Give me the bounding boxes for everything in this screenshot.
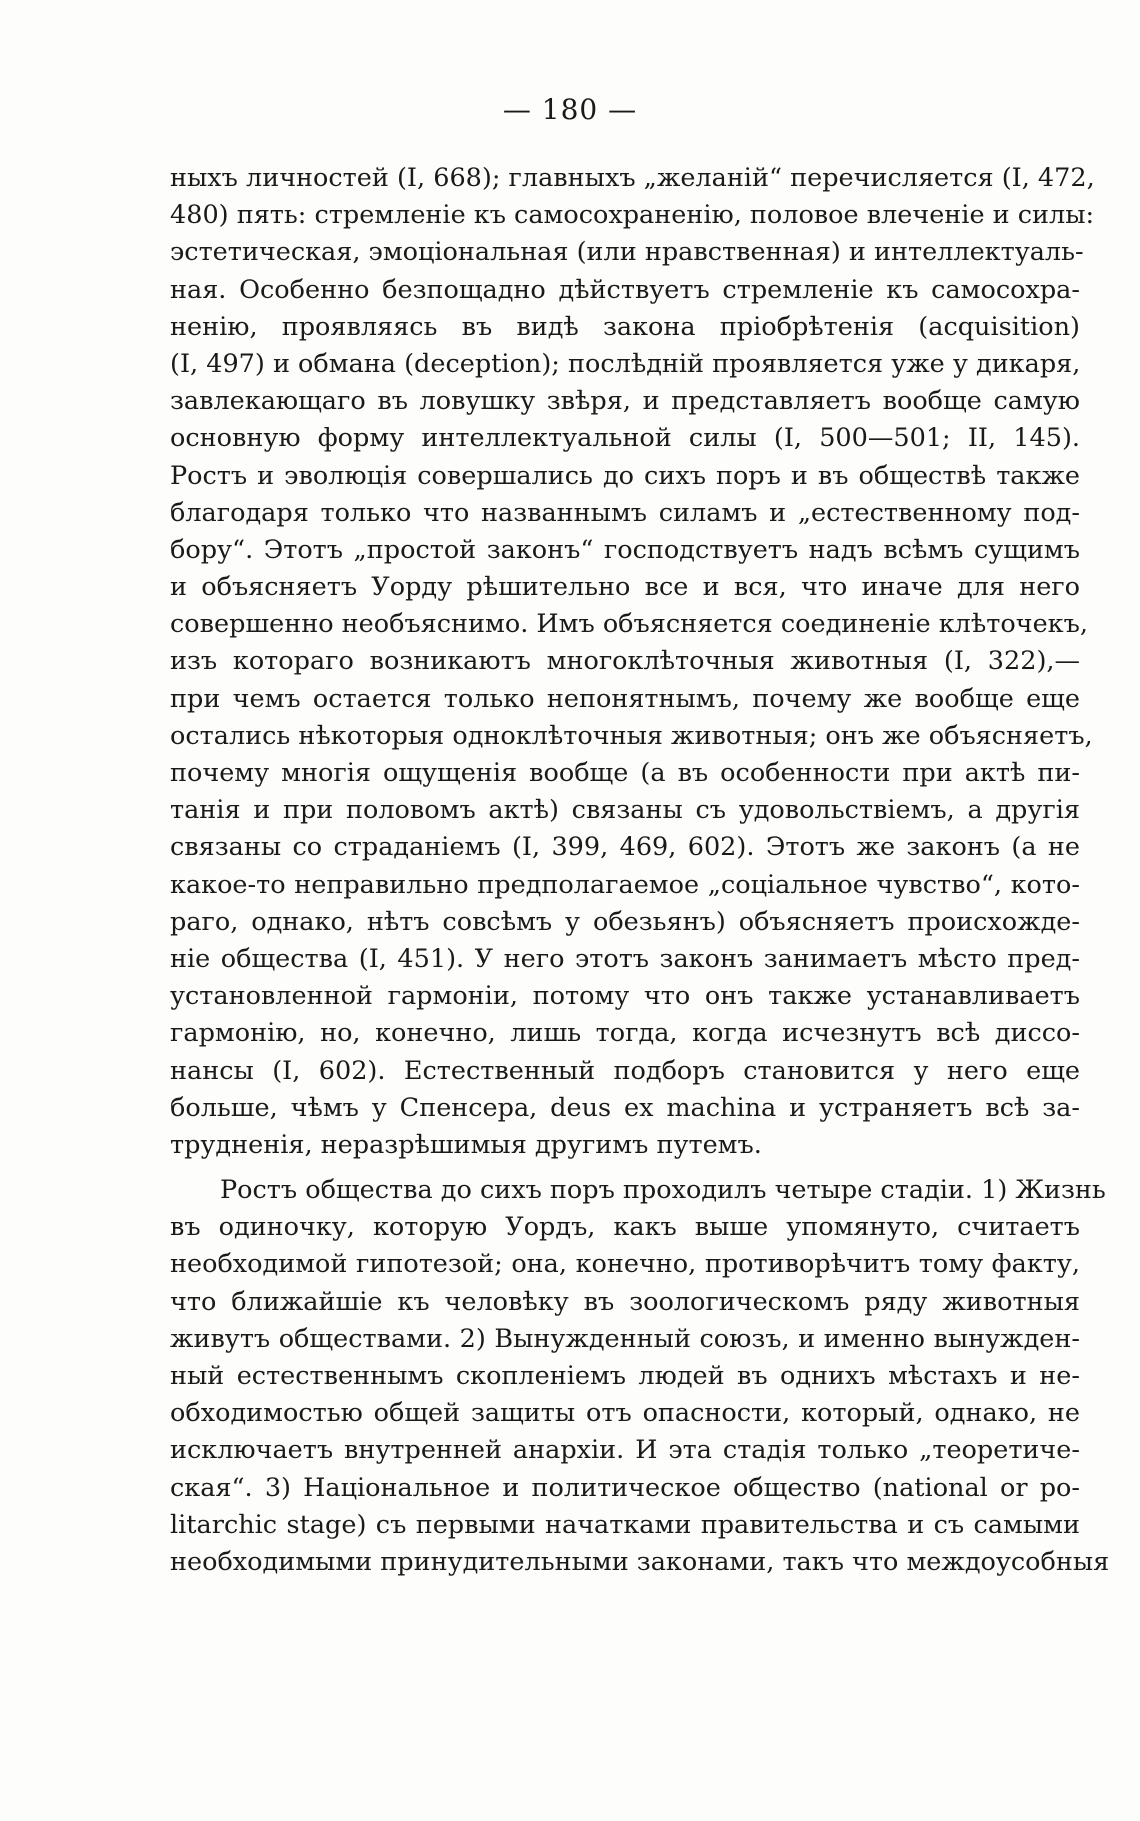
text-line: (I, 497) и обмана (deception); послѣдній проявляется уже у дикаря,: [170, 348, 1081, 379]
text-line: при чемъ остается только непонятнымъ, почему же вообще еще: [170, 683, 1080, 714]
text-line: раго, однако, нѣтъ совсѣмъ у обезьянъ) объясняетъ происхожде-: [170, 906, 1080, 937]
text-line: ніе общества (I, 451). У него этотъ законъ занимаетъ мѣсто пред-: [170, 943, 1080, 974]
text-line: необходимыми принудительными законами, такъ что междоусобныя: [170, 1546, 1110, 1577]
text-line: связаны со страданіемъ (I, 399, 469, 602). Этотъ же законъ (а не: [170, 832, 1080, 863]
text-line: больше, чѣмъ у Спенсера, deus ex machina и устраняетъ всѣ за-: [170, 1092, 1080, 1123]
text-line: и объясняетъ Уорду рѣшительно все и вся, что иначе для него: [170, 572, 1080, 603]
text-line: ская“. 3) Національное и политическое общество (national or po-: [170, 1472, 1080, 1503]
body-text: [170, 160, 1110, 1581]
text-line: остались нѣкоторыя одноклѣточныя животныя; онъ же объясняетъ,: [170, 720, 1093, 751]
text-line: Ростъ и эволюція совершались до сихъ поръ и въ обществѣ также: [170, 460, 1080, 491]
text-line: благодаря только что названнымъ силамъ и „естественному под-: [170, 497, 1080, 528]
text-line: нансы (I, 602). Естественный подборъ становится у него еще: [170, 1055, 1080, 1086]
text-line: необходимой гипотезой; она, конечно, противорѣчитъ тому факту,: [170, 1249, 1080, 1280]
text-line: танія и при половомъ актѣ) связаны съ удовольствіемъ, а другія: [170, 795, 1080, 826]
text-line: трудненія, неразрѣшимыя другимъ путемъ.: [170, 1129, 762, 1160]
text-line: эстетическая, эмоціональная (или нравственная) и интеллектуаль-: [170, 237, 1084, 268]
text-line: установленной гармоніи, потому что онъ также устанавливаетъ: [170, 981, 1080, 1012]
text-line: ныхъ личностей (I, 668); главныхъ „желаній“ перечисляется (I, 472,: [170, 163, 1095, 193]
text-line: завлекающаго въ ловушку звѣря, и представляетъ вообще самую: [170, 386, 1080, 417]
text-line: Ростъ общества до сихъ поръ проходилъ четыре стадіи. 1) Жизнь: [220, 1175, 1106, 1206]
text-line: какое-то неправильно предполагаемое „соціальное чувство“, кото-: [170, 869, 1080, 900]
text-line: совершенно необъяснимо. Имъ объясняется соединеніе клѣточекъ,: [170, 609, 1088, 640]
text-line: 480) пять: стремленіе къ самосохраненію, половое влеченіе и силы:: [170, 200, 1095, 231]
paragraph-gap: [170, 1164, 1080, 1172]
text-line: изъ котораго возникаютъ многоклѣточныя животныя (I, 322),—: [170, 646, 1080, 677]
text-line: ная. Особенно безпощадно дѣйствуетъ стремленіе къ самосохра-: [170, 274, 1080, 305]
paragraph: [170, 160, 1095, 1164]
text-line: обходимостью общей защиты отъ опасности, который, однако, не: [170, 1398, 1080, 1429]
text-line: гармонію, но, конечно, лишь тогда, когда исчезнутъ всѣ диссо-: [170, 1018, 1080, 1049]
page-number: — 180 —: [502, 93, 638, 126]
text-line: въ одиночку, которую Уордъ, какъ выше упомянуто, считаетъ: [170, 1212, 1080, 1243]
text-line: живутъ обществами. 2) Вынужденный союзъ, и именно вынужден-: [170, 1323, 1080, 1354]
text-line: ненію, проявляясь въ видѣ закона пріобрѣтенія (acquisition): [170, 311, 1080, 342]
text-line: исключаетъ внутренней анархіи. И эта стадія только „теоретиче-: [170, 1435, 1080, 1466]
text-line: ный естественнымъ скопленіемъ людей въ однихъ мѣстахъ и не-: [170, 1361, 1080, 1391]
text-line: основную форму интеллектуальной силы (I, 500—501; II, 145).: [170, 423, 1080, 454]
text-line: почему многія ощущенія вообще (а въ особенности при актѣ пи-: [170, 758, 1080, 788]
paragraph: [170, 1172, 1110, 1581]
text-line: что ближайшіе къ человѣку въ зоологическомъ ряду животныя: [170, 1286, 1080, 1317]
text-line: бору“. Этотъ „простой законъ“ господствуетъ надъ всѣмъ сущимъ: [170, 534, 1080, 565]
text-line: litarchic stage) съ первыми начатками правительства и съ самыми: [170, 1509, 1080, 1540]
